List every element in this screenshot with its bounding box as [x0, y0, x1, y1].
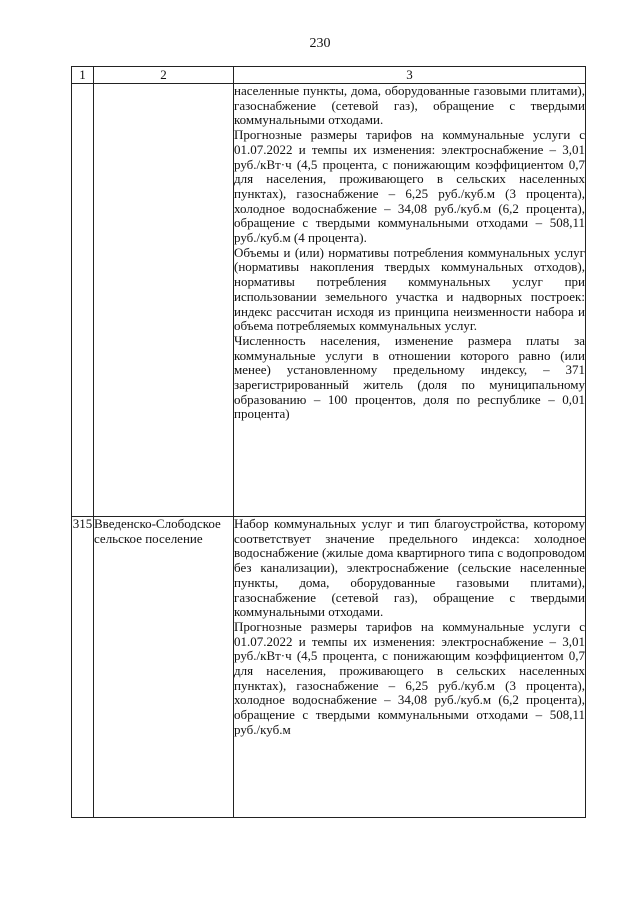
description-paragraph: Прогнозные размеры тарифов на коммунальные услуги с 01.07.2022 и темпы их изменения: электроснабжение – 3,01 руб./кВт·ч (4,5 процента, с понижающим коэффициентом 0,7 для населения, проживающего в сельских населенных пунктах), газоснабжение – 6,25 руб./куб.м (3 процента), холодное водоснабжение – 34,08 руб./куб.м (6,2 процента), обращение с твердыми коммунальными отходами – 508,11 руб./куб.м: [234, 618, 585, 737]
settlement-name-cell: Введенско-Слободское сельское поселение: [94, 517, 234, 818]
table-row: [72, 517, 586, 818]
tariff-table: [71, 66, 586, 818]
page-number: 230: [309, 36, 331, 51]
row-number-cell: [72, 84, 94, 517]
description-paragraph: Численность населения, изменение размера платы за коммунальные услуги в отношении которого равно (или менее) установленному предельному индексу, – 371 зарегистрированный житель (доля по муниципальному образованию – 100 процентов, доля по республике – 0,01 процента): [234, 332, 585, 422]
description-paragraph: Набор коммунальных услуг и тип благоустройства, которому соответствует значение предельного индекса: холодное водоснабжение (жилые дома квартирного типа с водопроводом без канализации), электроснабжение (сельские населенные пункты, дома, оборудованные газовыми плитами), газоснабжение (сетевой газ), обращение с твердыми коммунальными отходами.: [234, 516, 585, 620]
description-paragraph: Объемы и (или) нормативы потребления коммунальных услуг (нормативы накопления твердых коммунальных отходов), нормативы потребления коммунальных услуг при использовании земельного участка и надворных построек: индекс рассчитан исходя из принципа неизменности набора и объема потребляемых коммунальных услуг.: [234, 244, 585, 334]
column-header-1: 1: [72, 67, 94, 84]
description-cell: [234, 84, 586, 517]
table-row: [72, 84, 586, 517]
settlement-name-cell: [94, 84, 234, 517]
table-header-row: [72, 67, 586, 84]
description-paragraph: Прогнозные размеры тарифов на коммунальные услуги с 01.07.2022 и темпы их изменения: электроснабжение – 3,01 руб./кВт·ч (4,5 процента, с понижающим коэффициентом 0,7 для населения, проживающего в сельских населенных пунктах), газоснабжение – 6,25 руб./куб.м (3 процента), холодное водоснабжение – 34,08 руб./куб.м (6,2 процента), обращение с твердыми коммунальными отходами – 508,11 руб./куб.м (4 процента).: [234, 127, 585, 246]
column-header-2: 2: [94, 67, 234, 84]
column-header-3: 3: [234, 67, 586, 84]
row-number-cell: 315: [72, 517, 94, 818]
description-paragraph: населенные пункты, дома, оборудованные газовыми плитами), газоснабжение (сетевой газ), обращение с твердыми коммунальными отходами.: [234, 83, 585, 128]
description-cell: [234, 517, 586, 818]
